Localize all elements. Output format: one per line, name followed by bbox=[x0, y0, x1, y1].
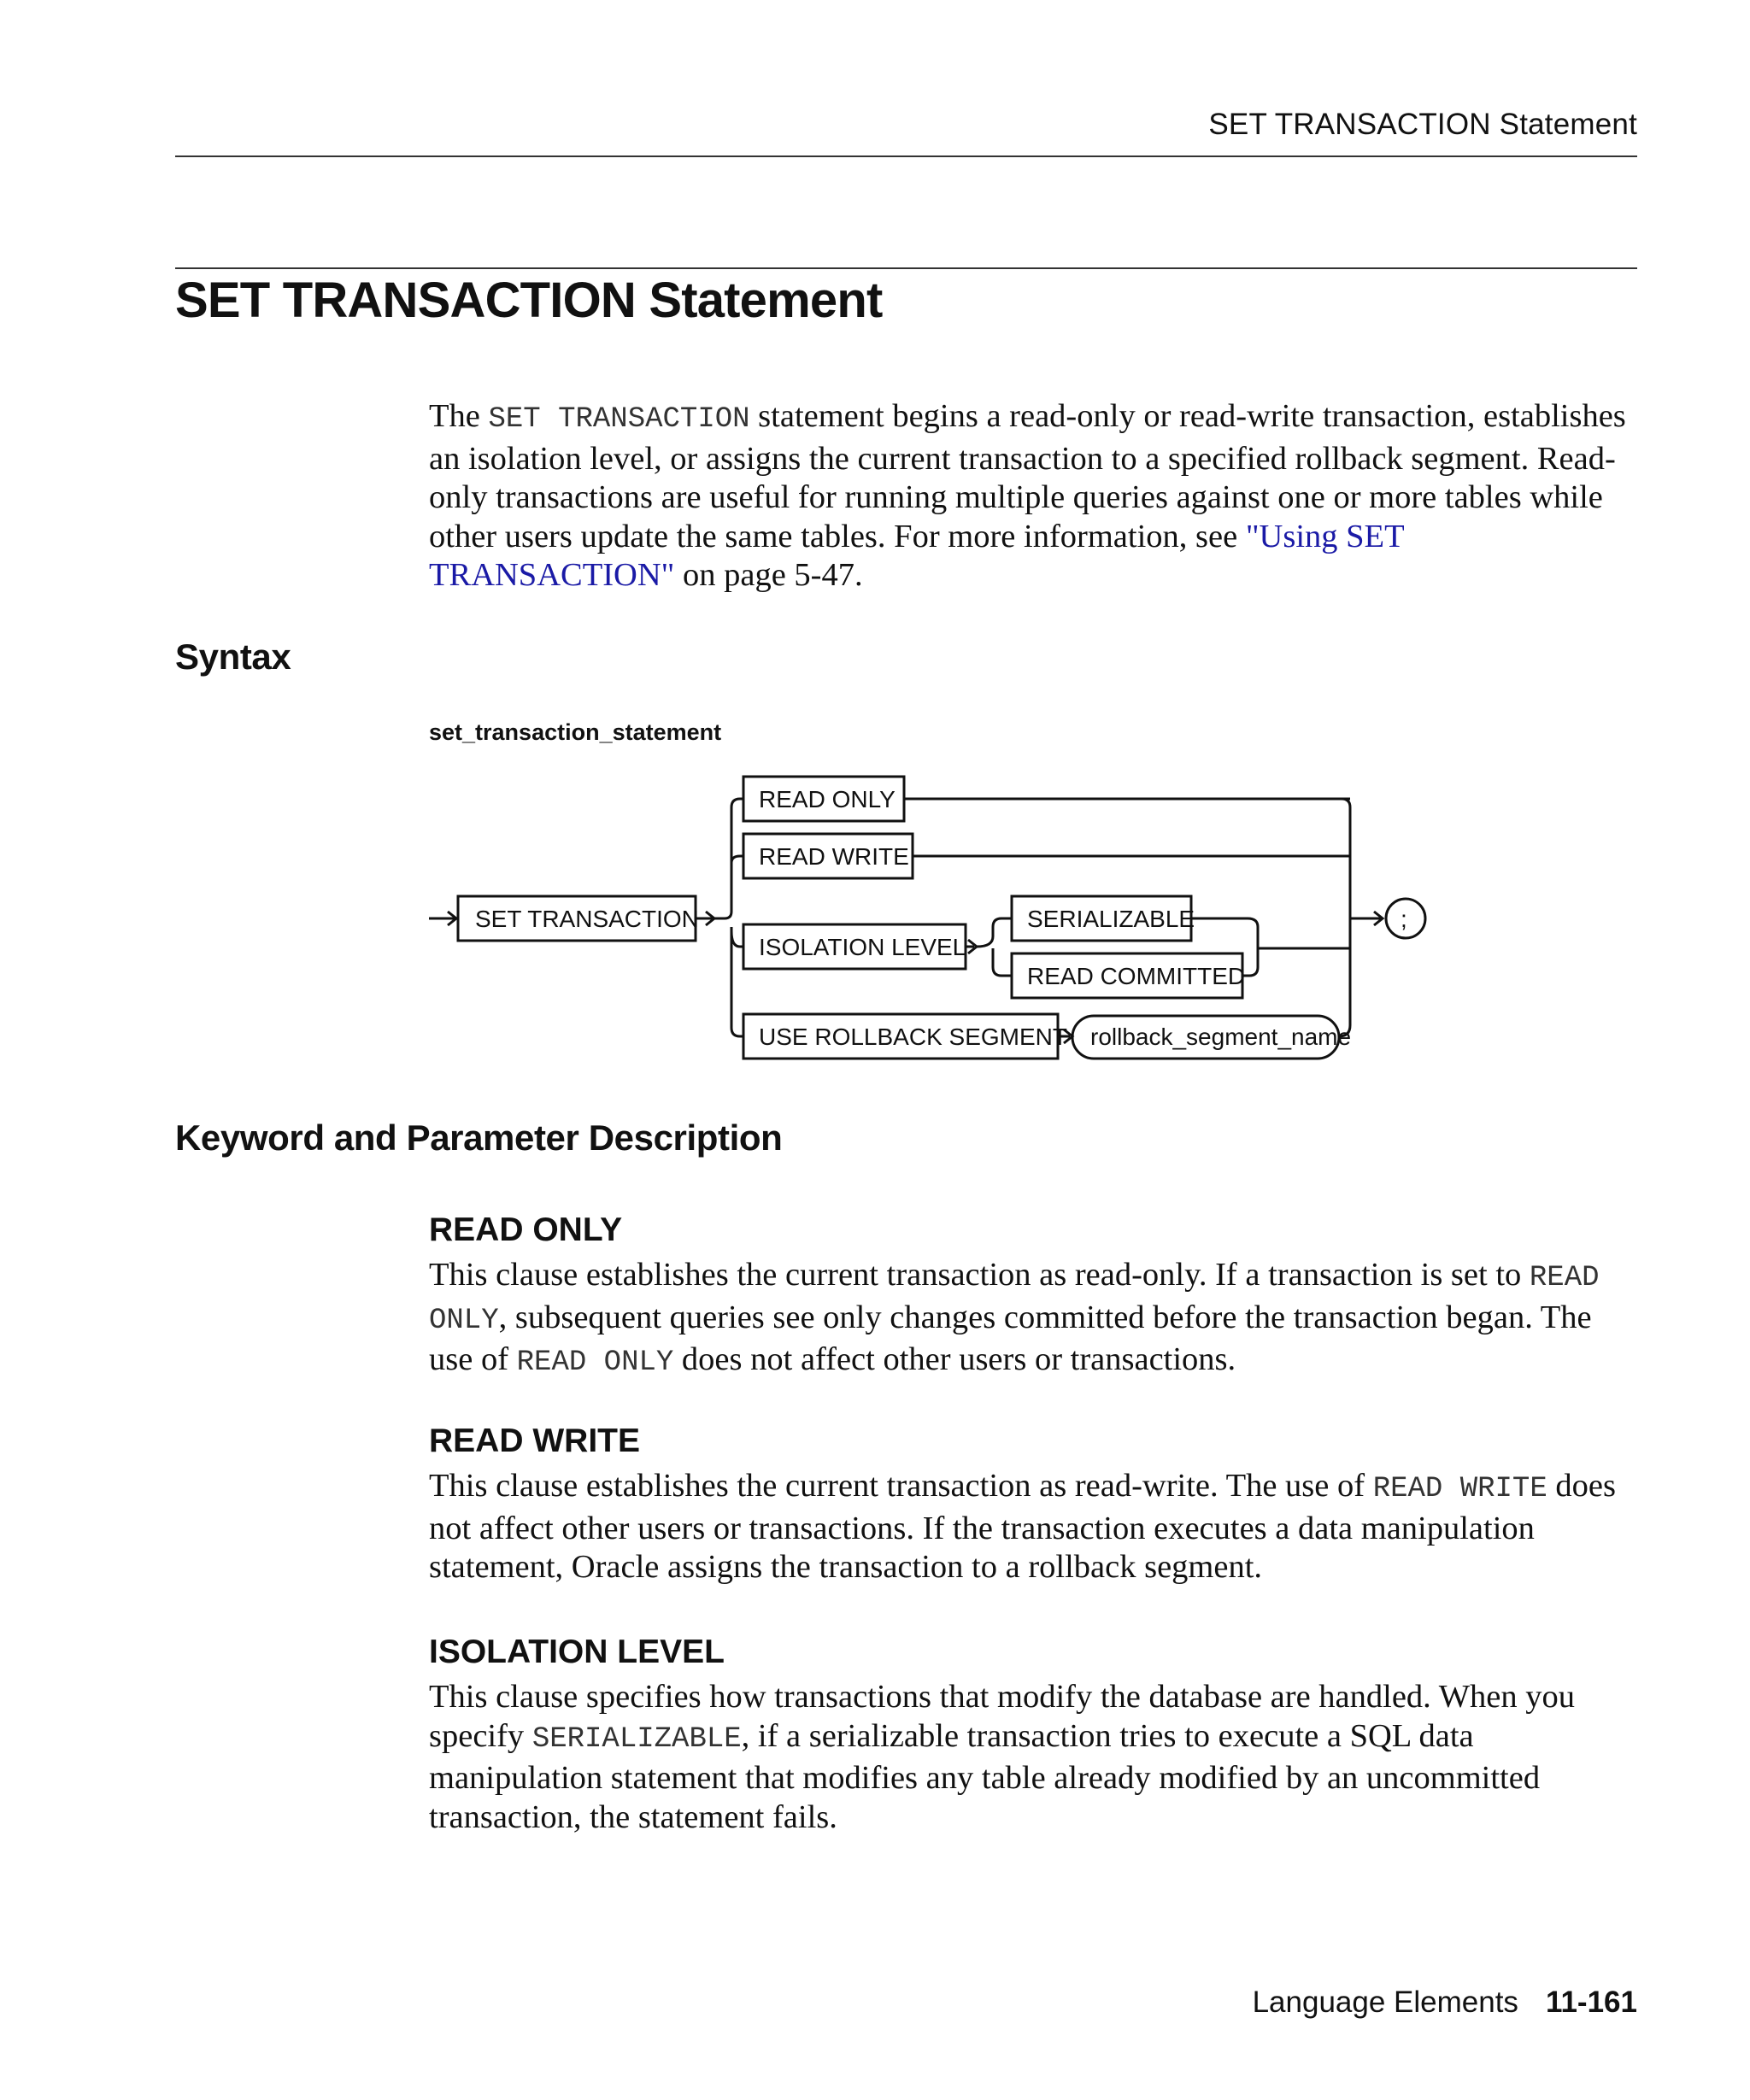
page-footer bbox=[1253, 1986, 1637, 2020]
body-text: does not affect other users or transactions. If the transaction executes a data manipulation statement, Oracle assigns the transaction to a rollback segment. bbox=[429, 1468, 1616, 1586]
read-only-description bbox=[429, 1256, 1642, 1383]
inline-code: SERIALIZABLE bbox=[531, 1722, 742, 1756]
inline-code: READ ONLY bbox=[429, 1262, 1600, 1337]
body-text: This clause establishes the current transaction as read-only. If a transaction is set to bbox=[429, 1257, 1530, 1293]
body-text: This clause specifies how transactions that modify the database are handled. When you specify bbox=[429, 1679, 1576, 1754]
body-text: , if a serializable transaction tries to execute a SQL data manipulation statement that modifies any table already modified by an uncommitted transaction, the statement fails. bbox=[429, 1717, 1541, 1835]
diagram-node-isolation-level: ISOLATION LEVEL bbox=[759, 934, 966, 960]
diagram-node-serializable: SERIALIZABLE bbox=[1027, 906, 1195, 932]
keyword-parameter-heading: Keyword and Parameter Description bbox=[175, 1117, 783, 1158]
isolation-level-description bbox=[429, 1678, 1642, 1837]
diagram-name: set_transaction_statement bbox=[429, 719, 722, 745]
using-set-transaction-link[interactable]: "Using SET TRANSACTION" bbox=[429, 518, 1404, 594]
diagram-node-terminator: ; bbox=[1401, 906, 1407, 932]
read-only-heading: READ ONLY bbox=[429, 1211, 623, 1248]
running-header: SET TRANSACTION Statement bbox=[1208, 108, 1637, 141]
body-text: , subsequent queries see only changes committed before the transaction began. The use of bbox=[429, 1299, 1592, 1378]
intro-text: statement begins a read-only or read-write transaction, establishes an isolation level, or assigns the current transaction to a specified rollback segment. Read-only transactions are useful for running multiple queries against one or more tables while other users update the same tables. For more information, see bbox=[429, 398, 1626, 554]
body-text: This clause establishes the current transaction as read-write. The use of bbox=[429, 1468, 1373, 1504]
diagram-node-read-committed: READ COMMITTED bbox=[1027, 963, 1246, 989]
intro-text: on page 5-47. bbox=[674, 557, 863, 594]
diagram-node-use-rollback-segment: USE ROLLBACK SEGMENT bbox=[759, 1024, 1067, 1050]
footer-chapter: Language Elements bbox=[1252, 1986, 1518, 2019]
syntax-heading: Syntax bbox=[175, 636, 291, 677]
inline-code: READ WRITE bbox=[1372, 1473, 1547, 1505]
read-write-heading: READ WRITE bbox=[429, 1422, 640, 1459]
isolation-level-heading: ISOLATION LEVEL bbox=[429, 1634, 725, 1670]
diagram-node-set-transaction: SET TRANSACTION bbox=[475, 906, 699, 932]
diagram-node-read-only: READ ONLY bbox=[759, 786, 896, 812]
diagram-node-read-write: READ WRITE bbox=[759, 843, 909, 870]
body-text: does not affect other users or transactions. bbox=[673, 1341, 1236, 1378]
intro-text: The bbox=[429, 398, 489, 434]
page-title: SET TRANSACTION Statement bbox=[175, 273, 883, 328]
inline-code: READ ONLY bbox=[516, 1346, 674, 1380]
read-write-description bbox=[429, 1467, 1642, 1587]
diagram-node-rollback-segment-name: rollback_segment_name bbox=[1090, 1024, 1352, 1050]
intro-code: SET TRANSACTION bbox=[488, 403, 750, 436]
page-number: 11-161 bbox=[1545, 1986, 1637, 2019]
